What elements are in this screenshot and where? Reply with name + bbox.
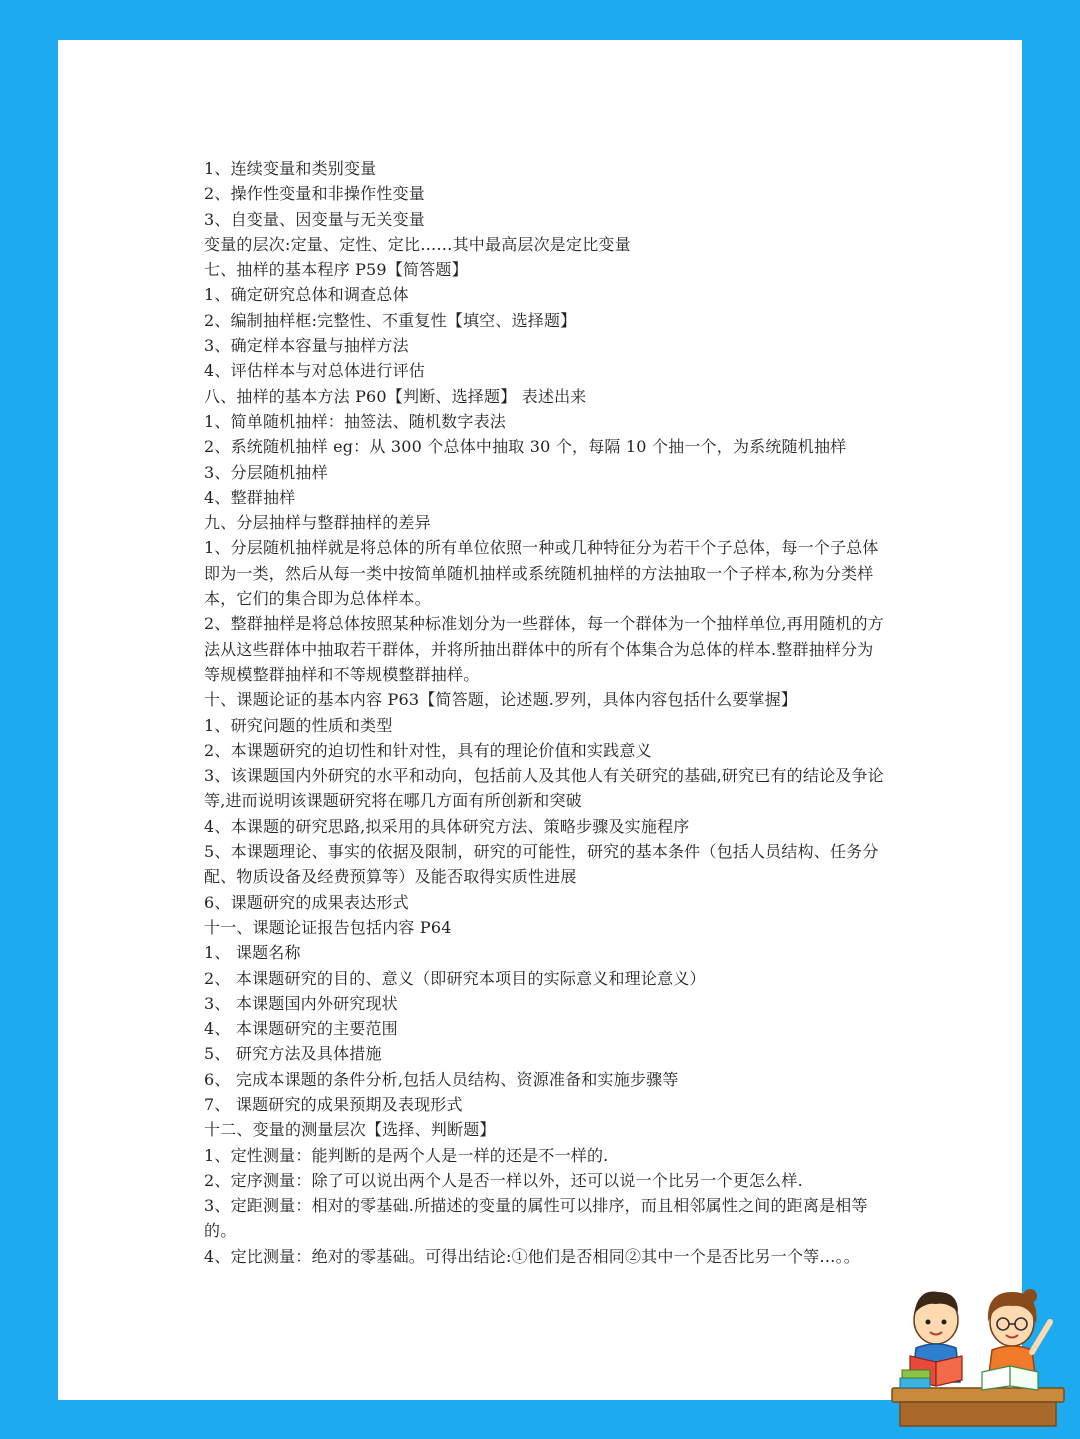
text-line: 1、连续变量和类别变量 [204, 159, 377, 178]
text-line: 1、 课题名称 [204, 943, 301, 963]
text-line: 4、本课题的研究思路,拟采用的具体研究方法、策略步骤及实施程序 [204, 816, 690, 836]
text-line: 2、系统随机抽样 eg：从 300 个总体中抽取 30 个，每隔 10 个抽一个，为系统随机抽样 [204, 437, 847, 457]
section-heading: 十、课题论证的基本内容 P63【简答题，论述题.罗列，具体内容包括什么要掌握】 [204, 690, 798, 710]
section-heading: 十一、课题论证报告包括内容 P64 [204, 917, 452, 937]
text-paragraph: 2、整群抽样是将总体按照某种标准划分为一些群体，每一个群体为一个抽样单位,再用随机的方法从这些群体中抽取若干群体，并将所抽出群体中的所有个体集合为总体的样本.整群抽样分为等规模整群抽样和不等规模整群抽样。 [204, 614, 884, 684]
text-line: 2、定序测量：除了可以说出两个人是否一样以外，还可以说一个比另一个更怎么样. [204, 1170, 803, 1190]
text-line: 1、研究问题的性质和类型 [204, 715, 393, 735]
text-line: 6、课题研究的成果表达形式 [204, 892, 409, 912]
text-line: 1、定性测量：能判断的是两个人是一样的还是不一样的. [204, 1145, 609, 1165]
text-line: 1、确定研究总体和调查总体 [204, 285, 409, 305]
text-line: 4、整群抽样 [204, 487, 296, 507]
girl-figure [982, 1289, 1050, 1390]
text-line: 3、 本课题国内外研究现状 [204, 993, 398, 1013]
text-line: 5、 研究方法及具体措施 [204, 1044, 382, 1064]
text-line: 4、评估样本与对总体进行评估 [204, 361, 425, 381]
text-line: 7、 课题研究的成果预期及表现形式 [204, 1094, 463, 1114]
text-paragraph: 1、分层随机抽样就是将总体的所有单位依照一种或几种特征分为若干个子总体，每一个子总体即为一类，然后从每一类中按简单随机抽样或系统随机抽样的方法抽取一个子样本,称为分类样本，它们的集合即为总体样本。 [204, 538, 879, 609]
text-line: 2、操作性变量和非操作性变量 [204, 184, 425, 204]
text-paragraph: 5、本课题理论、事实的依据及限制，研究的可能性，研究的基本条件（包括人员结构、任务分配、物质设备及经费预算等）及能否取得实质性进展 [204, 842, 879, 887]
desk-front [900, 1402, 1056, 1426]
document-body [204, 156, 884, 1269]
section-heading: 八、抽样的基本方法 P60【判断、选择题】 表述出来 [204, 386, 587, 406]
text-line: 2、编制抽样框:完整性、不重复性【填空、选择题】 [204, 310, 577, 330]
text-line: 4、定比测量：绝对的零基础。可得出结论:①他们是否相同②其中一个是否比另一个等…。。 [204, 1246, 860, 1266]
book-stack [900, 1378, 930, 1388]
text-line: 6、 完成本课题的条件分析,包括人员结构、资源准备和实施步骤等 [204, 1069, 679, 1089]
text-line: 3、自变量、因变量与无关变量 [204, 209, 425, 229]
text-line: 3、分层随机抽样 [204, 462, 328, 482]
text-line: 2、本课题研究的迫切性和针对性，具有的理论价值和实践意义 [204, 740, 652, 760]
text-line: 2、 本课题研究的目的、意义（即研究本项目的实际意义和理论意义） [204, 968, 706, 988]
text-line: 1、简单随机抽样：抽签法、随机数字表法 [204, 411, 506, 431]
text-paragraph: 3、定距测量：相对的零基础.所描述的变量的属性可以排序，而且相邻属性之间的距离是相等的。 [204, 1196, 868, 1241]
section-heading: 九、分层抽样与整群抽样的差异 [204, 513, 431, 533]
text-line: 变量的层次:定量、定性、定比……其中最高层次是定比变量 [204, 234, 631, 254]
section-heading: 十二、变量的测量层次【选择、判断题】 [204, 1120, 496, 1140]
text-line: 3、确定样本容量与抽样方法 [204, 336, 409, 356]
students-reading-illustration [890, 1282, 1066, 1432]
text-line: 4、 本课题研究的主要范围 [204, 1019, 398, 1039]
text-paragraph: 3、该课题国内外研究的水平和动向，包括前人及其他人有关研究的基础,研究已有的结论及争论等,进而说明该课题研究将在哪几方面有所创新和突破 [204, 766, 884, 811]
section-heading: 七、抽样的基本程序 P59【简答题】 [204, 260, 468, 280]
